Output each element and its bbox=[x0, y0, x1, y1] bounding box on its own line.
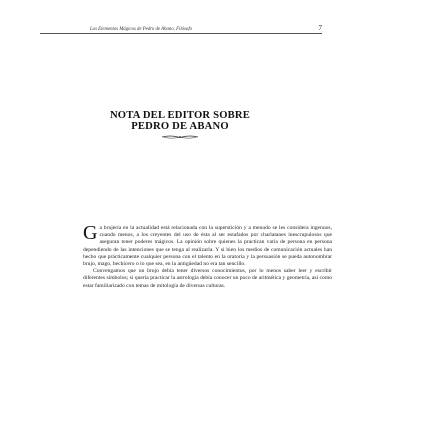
paragraph-1-text: a brujería en la actualidad está relacionada con la superstición y a menudo se les considera ingenuos, cuando menos, a los creyentes del uso de ésta al ser estafados por charlatanes inescrupulosos que aseguran tener poderes mágicos. La opinión sobre quienes la practican varía de persona en persona dependiendo de las intenciones que se tenga al realizarla. Y si bien los medios de comunicación actuales han hecho que prácticamente cualquier persona con el talento en la oratoria y la persuasión se pueda autonombrar brujo, mago, hechicero o lo que sea, en la antigüedad no era tan sencillo. bbox=[83, 225, 332, 268]
page-header bbox=[40, 24, 322, 32]
body-text bbox=[83, 222, 332, 290]
paragraph-1 bbox=[83, 222, 332, 268]
section-title-line-1: NOTA DEL EDITOR SOBRE bbox=[109, 110, 251, 121]
section-title bbox=[70, 111, 290, 132]
title-ornament bbox=[160, 134, 200, 140]
paragraph-2: Convengamos que un brujo debía tener diversos conocimientos, por lo menos saber leer y escribir diferentes símbolos; si quería practicar la astrología debía conocer un poco de aritmética y geometría, así como estar familiarizado con temas de mitología de diversas culturas. bbox=[83, 268, 332, 289]
drop-cap: G bbox=[83, 222, 98, 244]
section-title-line-2: PEDRO DE ABANO bbox=[131, 120, 229, 132]
running-title: Los Elementos Mágicos de Pedro de Abano, Filósofo bbox=[90, 27, 193, 32]
page-number: 7 bbox=[318, 24, 322, 32]
header-rule bbox=[40, 33, 322, 34]
